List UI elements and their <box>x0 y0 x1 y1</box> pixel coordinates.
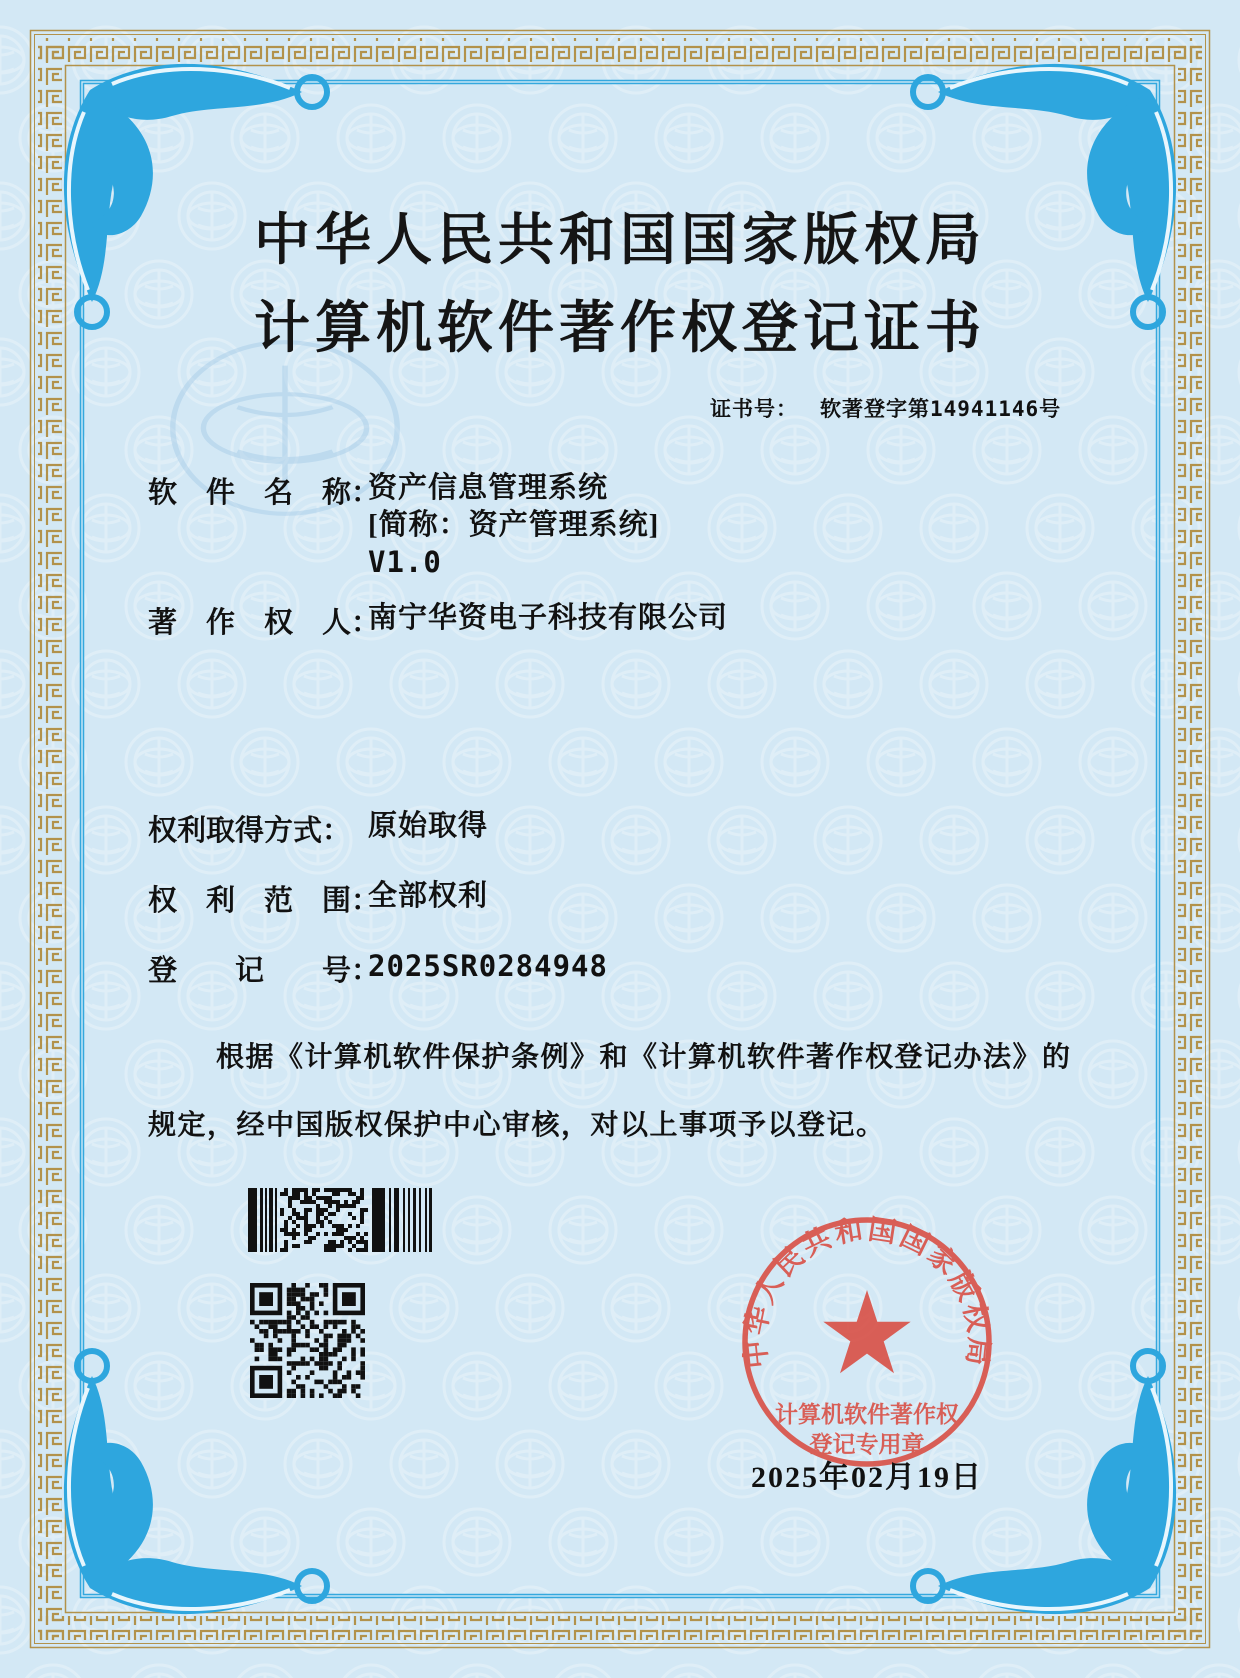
certificate-number-value: 软著登字第14941146号 <box>820 397 1062 421</box>
software-version-value: V1.0 <box>368 545 442 579</box>
qr-code-icon <box>250 1283 365 1398</box>
field-rights-scope <box>148 878 488 919</box>
barcode-icon <box>248 1188 432 1254</box>
stamp-arc-text: 中华人民共和国国家版权局 <box>740 1214 994 1370</box>
field-copyright-owner <box>148 600 728 641</box>
field-registration-number-label: 登 记 号： <box>148 955 381 987</box>
star-icon <box>823 1290 910 1373</box>
certificate-title-line2: 计算机软件著作权登记证书 <box>254 298 986 360</box>
field-software-name-label: 软 件 名 称： <box>148 477 381 509</box>
statement-line2: 规定，经中国版权保护中心审核，对以上事项予以登记。 <box>148 1110 886 1141</box>
field-acquisition-method-label: 权利取得方式： <box>148 815 352 847</box>
copyright-owner-value: 南宁华资电子科技有限公司 <box>368 602 729 634</box>
statement-line1: 根据《计算机软件保护条例》和《计算机软件著作权登记办法》的 <box>216 1042 1072 1073</box>
certificate-title-line1: 中华人民共和国国家版权局 <box>254 210 986 272</box>
field-registration-number <box>148 948 608 989</box>
software-name-value: 资产信息管理系统 <box>368 472 609 504</box>
registration-number-value: 2025SR0284948 <box>368 949 608 983</box>
field-software-name <box>148 470 659 581</box>
field-rights-scope-label: 权 利 范 围： <box>148 885 381 917</box>
rights-scope-value: 全部权利 <box>368 880 489 912</box>
stamp-inner-line1: 计算机软件著作权 <box>775 1402 959 1427</box>
stamp-inner-line2: 登记专用章 <box>809 1432 925 1457</box>
acquisition-method-value: 原始取得 <box>368 810 489 842</box>
field-copyright-owner-label: 著 作 权 人： <box>148 607 381 639</box>
certificate-number-label: 证书号： <box>710 397 798 421</box>
software-short-name-value: [简称：资产管理系统] <box>368 509 660 541</box>
registration-date: 2025年02月19日 <box>751 1461 983 1494</box>
certificate-number-line <box>710 393 1061 423</box>
field-acquisition-method <box>148 808 488 849</box>
